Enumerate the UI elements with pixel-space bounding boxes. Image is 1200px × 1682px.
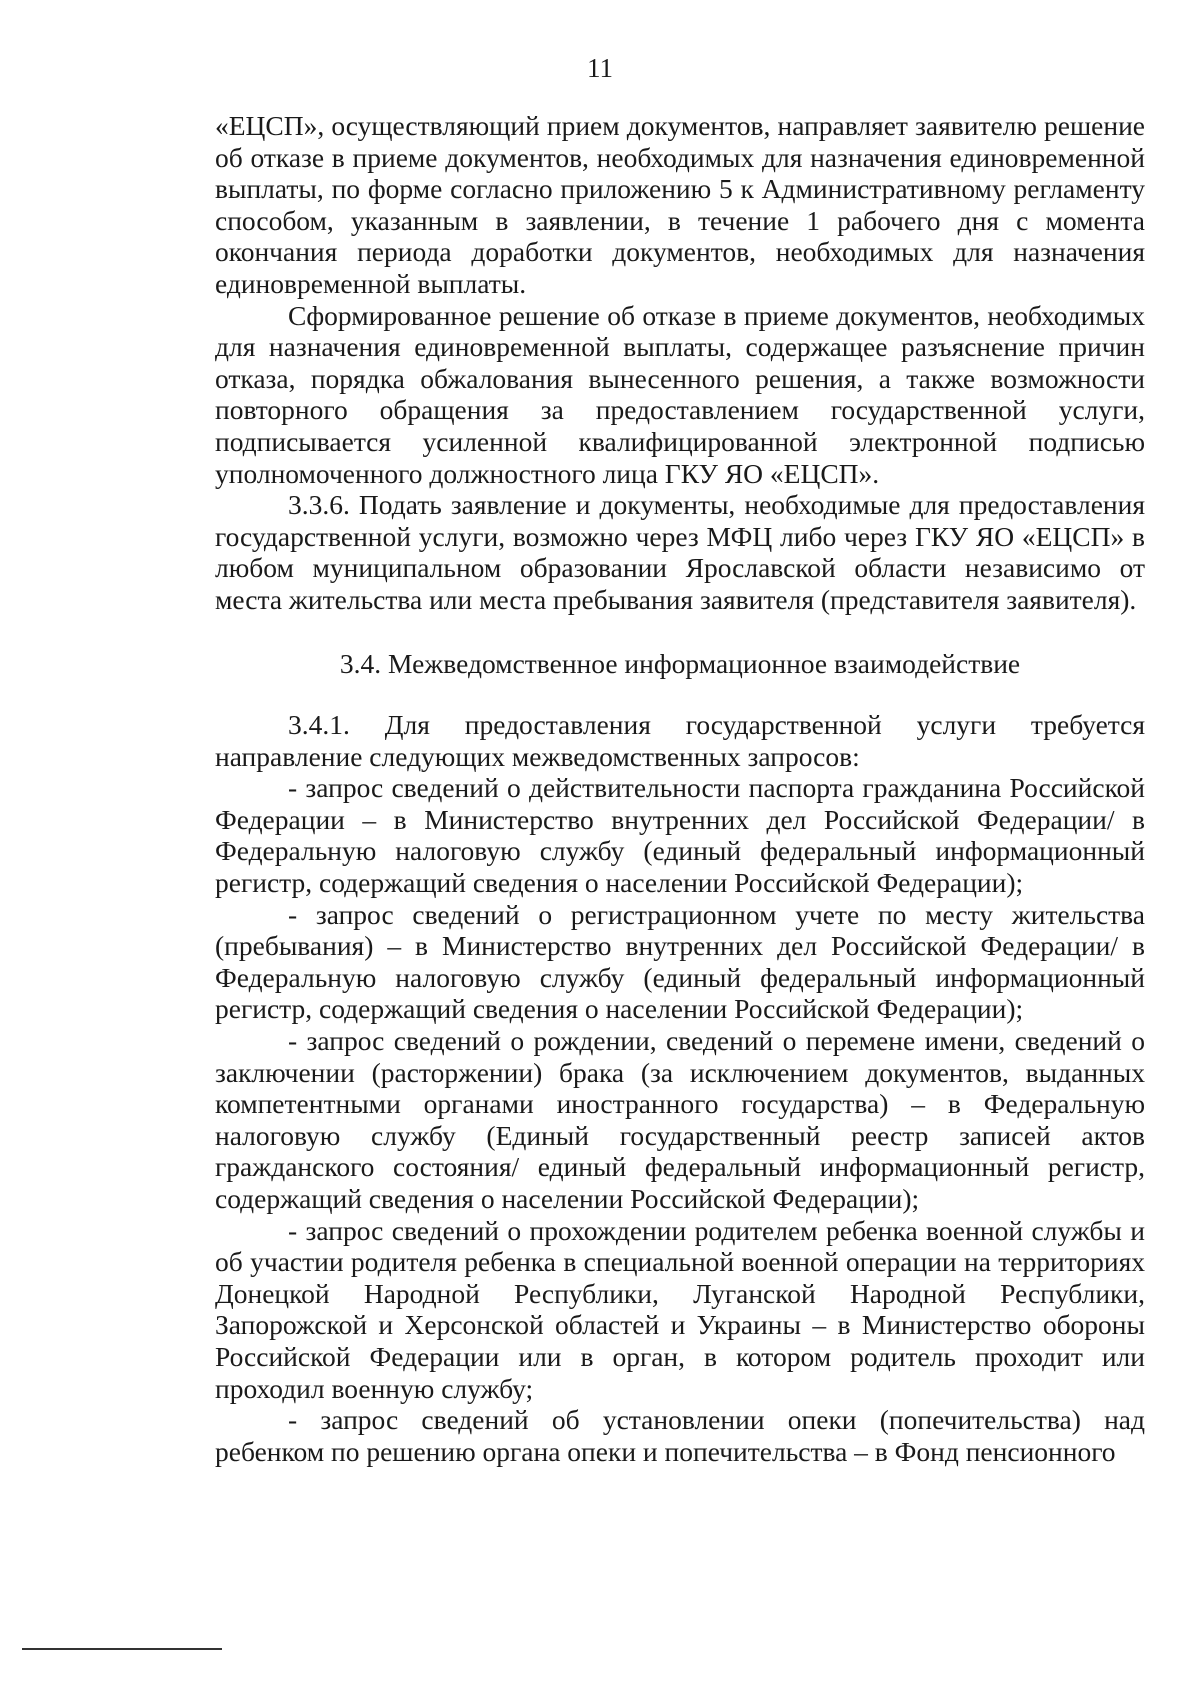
list-item-birth-marriage-request: - запрос сведений о рождении, сведений о перемене имени, сведений о заключении (расторжении) брака (за исключением документов, выданных компетентными органами иностранного государства) – в Федеральную налоговую службу (Единый государственный реестр записей актов гражданского состояния/ единый федеральный информационный регистр, содержащий сведения о населении Российской Федерации); bbox=[215, 1025, 1145, 1214]
section-heading: 3.4. Межведомственное информационное взаимодействие bbox=[339, 647, 1021, 679]
paragraph-formed-decision: Сформированное решение об отказе в приеме документов, необходимых для назначения единовременной выплаты, содержащее разъяснение причин отказа, порядка обжалования вынесенного решения, а также возможности повторного обращения за предоставлением государственной услуги, подписывается усиленной квалифицированной электронной подписью уполномоченного должностного лица ГКУ ЯО «ЕЦСП». bbox=[215, 299, 1145, 489]
paragraph-3-4-1: 3.4.1. Для предоставления государственной услуги требуется направление следующих межведомственных запросов: bbox=[215, 709, 1145, 772]
document-body bbox=[215, 110, 1145, 1467]
list-item-military-service-request: - запрос сведений о прохождении родителем ребенка военной службы и об участии родителя ребенка в специальной военной операции на территориях Донецкой Народной Республики, Луганской Народной Республики, Запорожской и Херсонской областей и Украины – в Министерство обороны Российской Федерации или в орган, в котором родитель проходит или проходил военную службу; bbox=[215, 1214, 1145, 1404]
footnote-separator bbox=[22, 1648, 222, 1650]
paragraph-3-3-6: 3.3.6. Подать заявление и документы, необходимые для предоставления государственной услуги, возможно через МФЦ либо через ГКУ ЯО «ЕЦСП» в любом муниципальном образовании Ярославской области независимо от места жительства или места пребывания заявителя (представителя заявителя). bbox=[215, 489, 1145, 615]
list-item-guardianship-request: - запрос сведений об установлении опеки (попечительства) над ребенком по решению органа опеки и попечительства – в Фонд пенсионного bbox=[215, 1404, 1145, 1467]
paragraph-refusal-decision: «ЕЦСП», осуществляющий прием документов, направляет заявителю решение об отказе в приеме документов, необходимых для назначения единовременной выплаты, по форме согласно приложению 5 к Административному регламенту способом, указанным в заявлении, в течение 1 рабочего дня с момента окончания периода доработки документов, необходимых для назначения единовременной выплаты. bbox=[215, 110, 1145, 299]
list-item-registration-request: - запрос сведений о регистрационном учете по месту жительства (пребывания) – в Министерство внутренних дел Российской Федерации/ в Федеральную налоговую службу (единый федеральный информационный регистр, содержащий сведения о населении Российской Федерации); bbox=[215, 898, 1145, 1025]
list-item-passport-request: - запрос сведений о действительности паспорта гражданина Российской Федерации – в Министерство внутренних дел Российской Федерации/ в Федеральную налоговую службу (единый федеральный информационный регистр, содержащий сведения о населении Российской Федерации); bbox=[215, 772, 1145, 899]
page-number: 11 bbox=[587, 53, 613, 83]
